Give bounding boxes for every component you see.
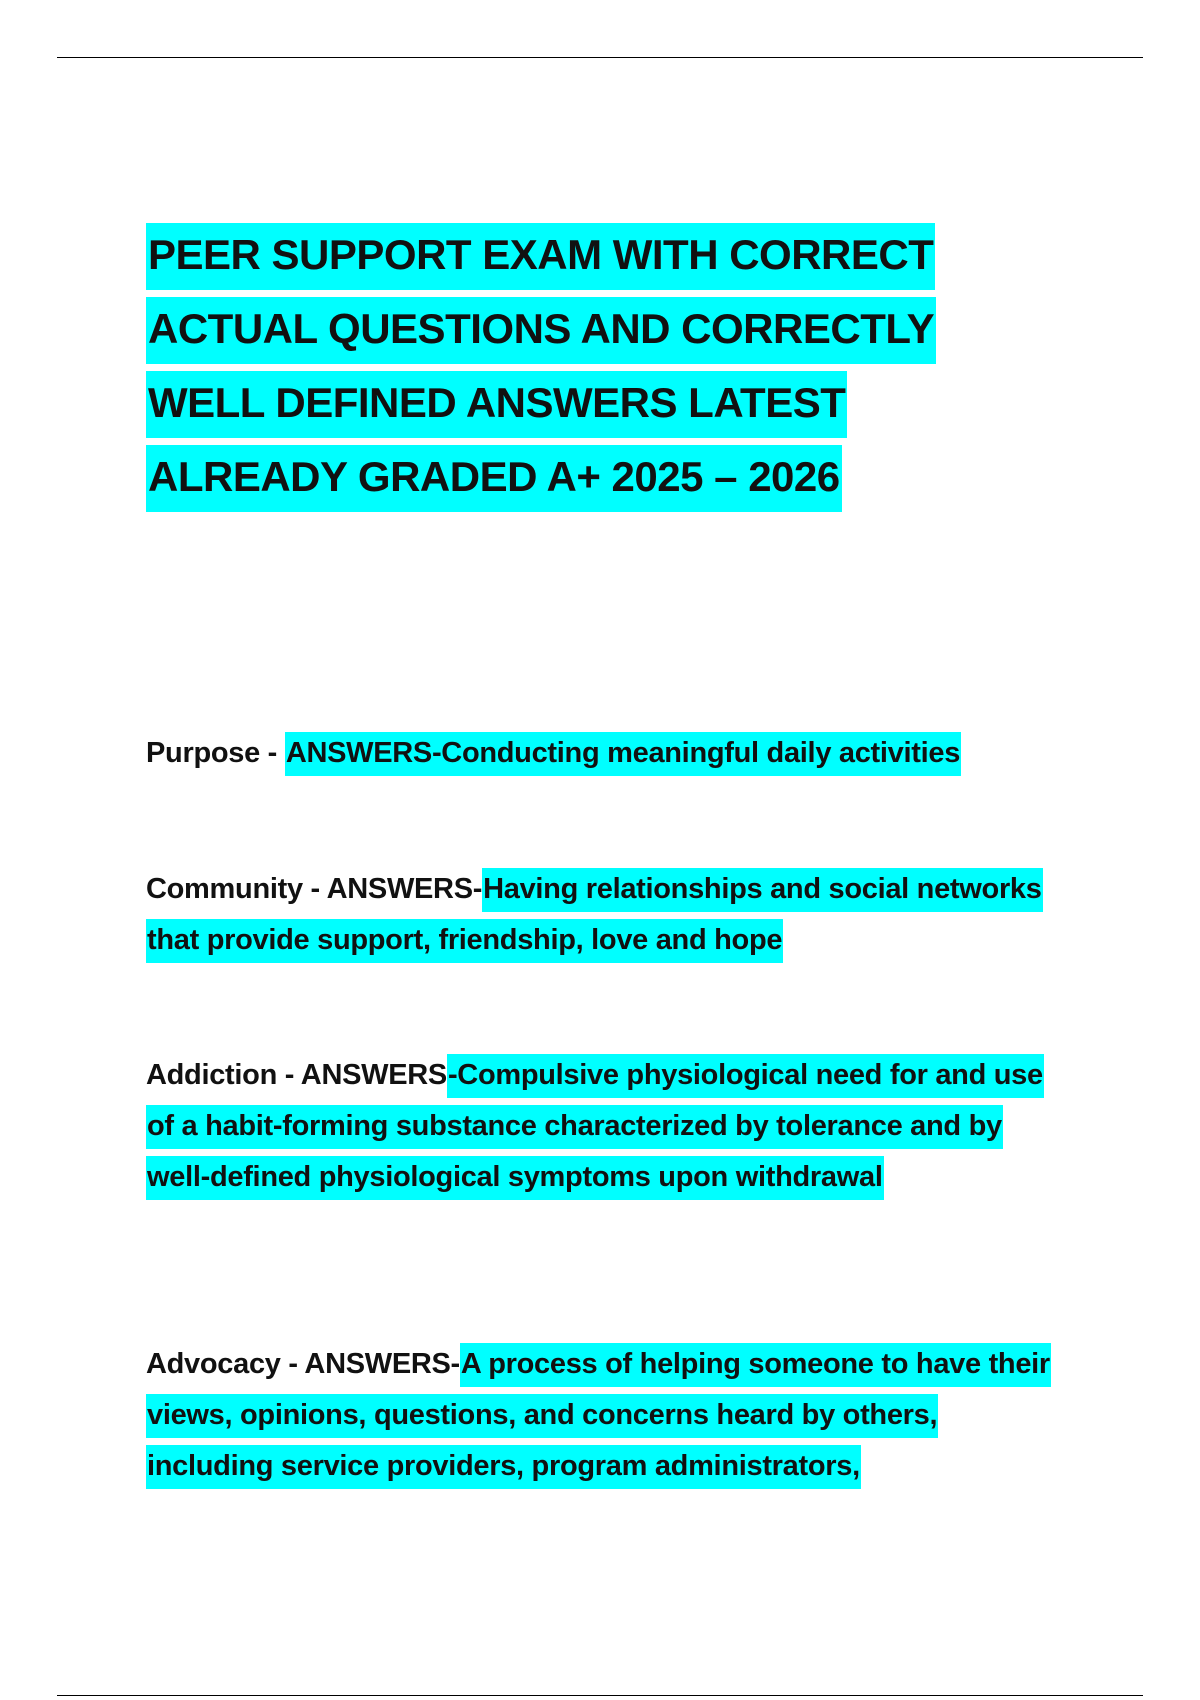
- entry-answer-prefix: ANSWERS-: [326, 873, 483, 905]
- entry-answer-prefix: ANSWERS-: [304, 1348, 460, 1380]
- title-line: [146, 218, 1046, 292]
- footer-rule: [57, 1695, 1143, 1696]
- entry-answer-prefix: ANSWERS: [300, 1059, 447, 1091]
- qa-entry-purpose: [146, 728, 1066, 779]
- title-line-text: WELL DEFINED ANSWERS LATEST: [146, 371, 847, 438]
- title-line: [146, 366, 1046, 440]
- title-line-text: ACTUAL QUESTIONS AND CORRECTLY: [146, 297, 936, 364]
- header-rule: [57, 57, 1143, 58]
- qa-entry-community: [146, 864, 1066, 966]
- title-line: [146, 440, 1046, 514]
- document-title: [146, 218, 1046, 514]
- entry-term: Purpose -: [146, 737, 285, 769]
- entry-answer-highlighted: A process of helping someone to have their views, opinions, questions, and concerns heard by others, including service providers, program administrators,: [146, 1343, 1051, 1489]
- entry-term: Community -: [146, 873, 327, 905]
- entry-term: Advocacy -: [146, 1348, 305, 1380]
- entry-answer-highlighted: ANSWERS-Conducting meaningful daily activities: [285, 732, 961, 776]
- entry-answer-highlighted: -Compulsive physiological need for and use of a habit-forming substance characterized by tolerance and by well-defined physiological symptoms upon withdrawal: [146, 1054, 1044, 1200]
- title-line-text: ALREADY GRADED A+ 2025 – 2026: [146, 445, 842, 512]
- entry-answer-highlighted: Having relationships and social networks that provide support, friendship, love and hope: [146, 868, 1043, 963]
- qa-entry-advocacy: [146, 1339, 1066, 1492]
- qa-entry-addiction: [146, 1050, 1066, 1203]
- title-line-text: PEER SUPPORT EXAM WITH CORRECT: [146, 223, 935, 290]
- entry-term: Addiction -: [146, 1059, 301, 1091]
- title-line: [146, 292, 1046, 366]
